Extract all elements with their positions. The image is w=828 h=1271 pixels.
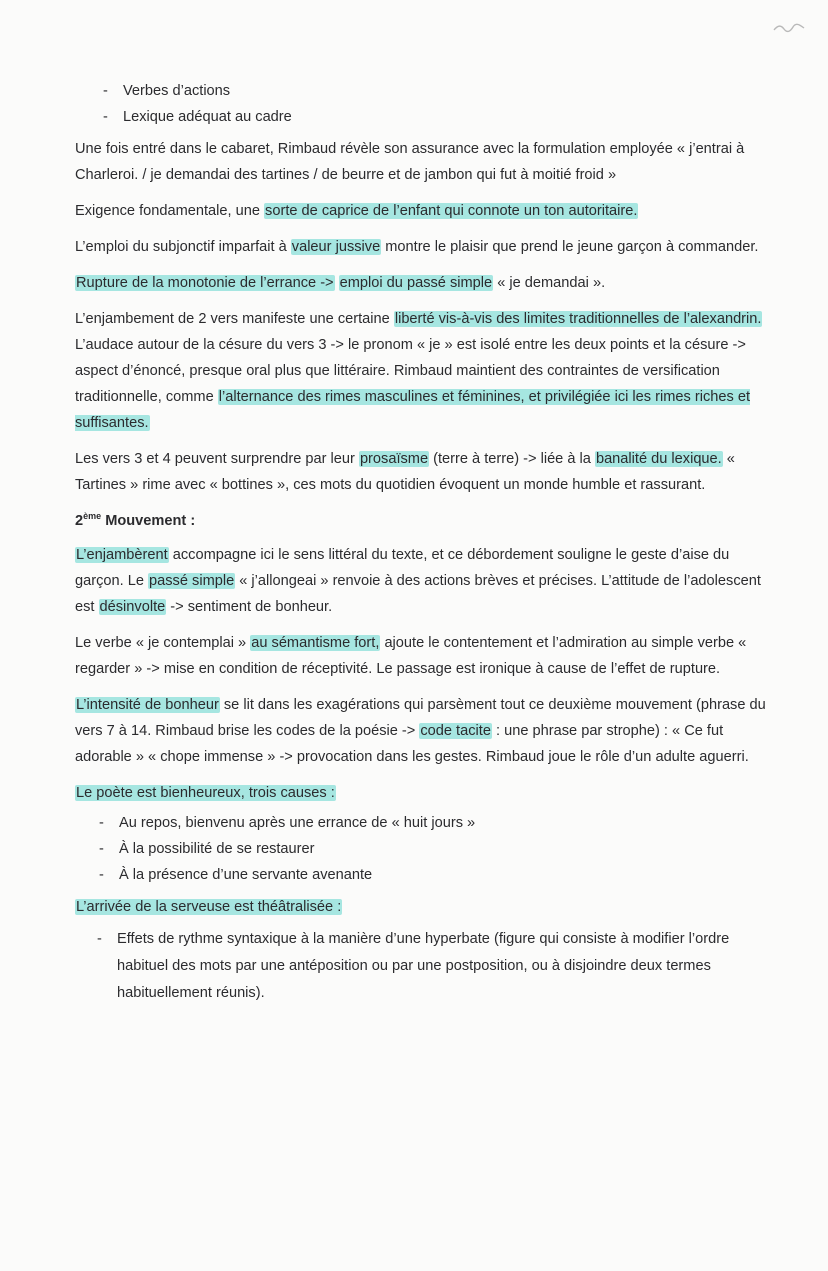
highlight: L’intensité de bonheur (76, 697, 219, 713)
list-item: - Au repos, bienvenu après une errance de « huit jours » (75, 810, 775, 836)
paragraph-exigence: Exigence fondamentale, une sorte de caprice de l’enfant qui connote un ton autoritaire. (75, 203, 638, 219)
highlight: emploi du passé simple (339, 275, 493, 291)
causes-list (75, 810, 775, 888)
subheading-causes (75, 780, 775, 806)
highlight: l’alternance des rimes masculines et féminines, et privilégiée ici les rimes riches et suffisantes. (75, 389, 751, 431)
paragraph-enjamberent: L’enjambèrent accompagne ici le sens littéral du texte, et ce débordement souligne le geste d’aise du garçon. Le passé simple « j’allongeai » renvoie à des actions brèves et précises. L’attitude de l’adolescent est désinvolte -> sentiment de bonheur. (75, 547, 761, 615)
subheading-serveuse (75, 894, 775, 920)
list-item: - À la présence d’une servante avenante (75, 862, 775, 888)
highlight: Rupture de la monotonie de l’errance -> (76, 275, 334, 291)
paragraph-rupture: Rupture de la monotonie de l’errance -> emploi du passé simple « je demandai ». (76, 275, 606, 291)
paragraph-prosaisme: Les vers 3 et 4 peuvent surprendre par leur prosaïsme (terre à terre) -> liée à la banalité du lexique. « Tartines » rime avec « bottines », ces mots du quotidien évoquent un monde humble et rassurant. (75, 451, 735, 493)
highlight: passé simple (149, 573, 235, 589)
effects-list (75, 926, 775, 1007)
list-item: - À la possibilité de se restaurer (75, 836, 775, 862)
highlight: au sémantisme fort, (251, 635, 380, 651)
paragraph-enjambement: L’enjambement de 2 vers manifeste une certaine liberté vis-à-vis des limites traditionnelles de l’alexandrin. L’audace autour de la césure du vers 3 -> le pronom « je » est isolé entre les deux points et la césure -> aspect d’énoncé, presque oral plus que littéraire. Rimbaud maintient des contraintes de versification traditionnelle, comme l’alternance des rimes masculines et féminines, et privilégiée ici les rimes riches et suffisantes. (75, 311, 762, 431)
list-item: - Effets de rythme syntaxique à la manière d’une hyperbate (figure qui consiste à modifier l’ordre habituel des mots par une antéposition ou par une postposition, ou à disjoindre deux termes habituellement réunis). (75, 926, 775, 1007)
intro-list (75, 78, 775, 130)
highlight: L’arrivée de la serveuse est théâtralisée : (76, 899, 342, 915)
section-heading-mouvement: 2ème Mouvement : (75, 511, 196, 529)
paragraph-formulation: Une fois entré dans le cabaret, Rimbaud révèle son assurance avec la formulation employée « j’entrai à Charleroi. / je demandai des tartines / de beurre et de jambon qui fut à moitié froid » (75, 141, 745, 183)
highlight: Le poète est bienheureux, trois causes : (76, 785, 335, 801)
highlight: code tacite (420, 723, 491, 739)
pen-scribble-mark (772, 22, 806, 34)
list-item: - Verbes d’actions (75, 78, 775, 104)
paragraph-subjonctif: L’emploi du subjonctif imparfait à valeur jussive montre le plaisir que prend le jeune garçon à commander. (75, 239, 759, 255)
paragraph-intensite: L’intensité de bonheur se lit dans les exagérations qui parsèment tout ce deuxième mouvement (phrase du vers 7 à 14. Rimbaud brise les codes de la poésie -> code tacite : une phrase par strophe) : « Ce fut adorable » « chope immense » -> provocation dans les gestes. Rimbaud joue le rôle d’un adulte aguerri. (75, 697, 766, 765)
notes-content (75, 78, 775, 1013)
highlight: valeur jussive (291, 239, 381, 255)
highlight: L’enjambèrent (76, 547, 168, 563)
highlight: sorte de caprice de l’enfant qui connote un ton autoritaire. (265, 203, 638, 219)
list-item: - Lexique adéquat au cadre (75, 104, 775, 130)
highlight: prosaïsme (359, 451, 429, 467)
highlight: désinvolte (99, 599, 166, 615)
highlight: banalité du lexique. (595, 451, 722, 467)
paragraph-contemplai: Le verbe « je contemplai » au sémantisme fort, ajoute le contentement et l’admiration au simple verbe « regarder » -> mise en condition de réceptivité. Le passage est ironique à cause de l’effet de rupture. (75, 635, 747, 677)
highlight: liberté vis-à-vis des limites traditionnelles de l’alexandrin. (394, 311, 762, 327)
